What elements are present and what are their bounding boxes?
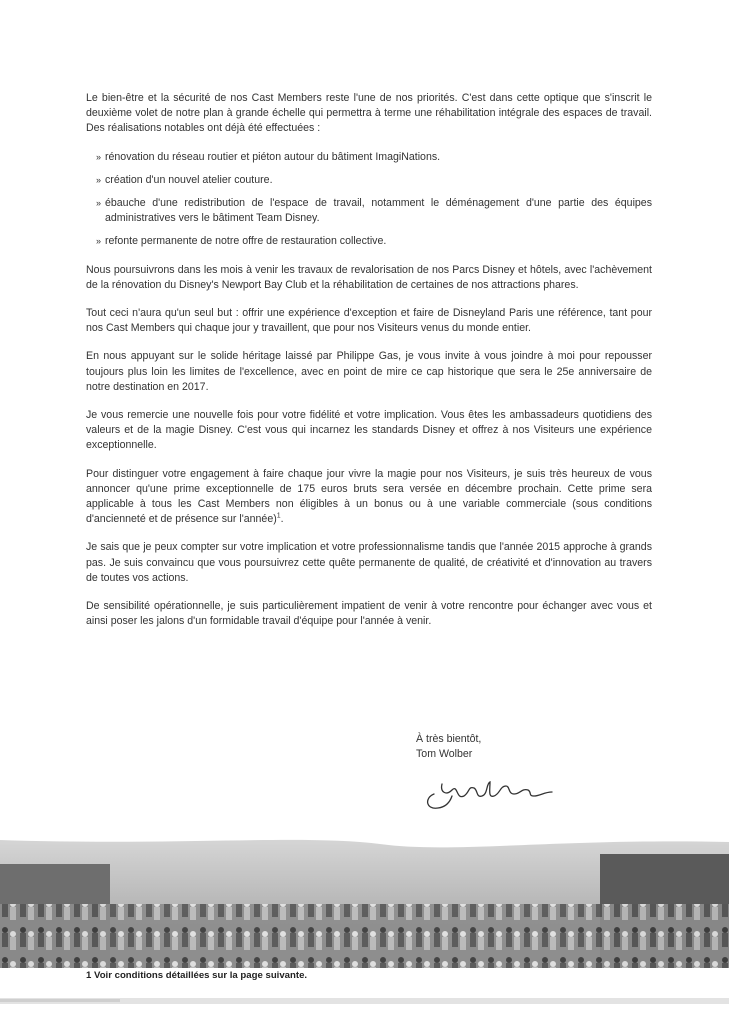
list-item-text: refonte permanente de notre offre de restauration collective. xyxy=(105,235,387,248)
paragraph-wellbeing: Le bien-être et la sécurité de nos Cast Members reste l'une de nos priorités. C'est dans cette optique que s'inscrit le deuxième volet de notre plan à grande échelle qui permettra à terme une réhabilitation intégrale des espaces de travail. Des réalisations notables ont déjà été effectuées : xyxy=(86,92,652,135)
letter-body xyxy=(86,91,652,642)
list-item xyxy=(96,234,652,249)
list-item-text: création d'un nouvel atelier couture. xyxy=(105,173,273,186)
list-item xyxy=(96,196,652,226)
paragraph-thanks: Je vous remercie une nouvelle fois pour votre fidélité et votre implication. Vous êtes les ambassadeurs quotidiens des valeurs et de la magie Disney. C'est vous qui incarnez les standards Disney et offrez à nos Visiteurs une expérience exceptionnelle. xyxy=(86,409,652,452)
bullet-mark: » xyxy=(96,151,102,162)
footnote: 1 Voir conditions détaillées sur la page suivante. xyxy=(86,970,308,981)
paragraph-heritage: En nous appuyant sur le solide héritage laissé par Philippe Gas, je vous invite à vous joindre à moi pour repousser toujours plus loin les limites de l'excellence, avec en point de mire ce cap historique que sera le 25e anniversaire de notre destination en 2017. xyxy=(86,350,652,393)
bullet-mark: » xyxy=(96,198,102,209)
paragraph-bonus-text: Pour distinguer votre engagement à faire chaque jour vivre la magie pour nos Visiteurs, je suis très heureux de vous annoncer qu'une prime exceptionnelle de 175 euros bruts sera versée en décembre prochain. Cette prime sera applicable à tous les Cast Members non éligibles à un bonus ou à une variable commerciale (sous conditions d'ancienneté et de présence sur l'année) xyxy=(86,467,652,526)
paragraph-goal: Tout ceci n'aura qu'un seul but : offrir une expérience d'exception et faire de Disneyland Paris une référence, tant pour nos Cast Members qui chaque jour y travaillent, que pour nos Visiteurs venus du monde entier. xyxy=(86,307,652,335)
paragraph-meeting: De sensibilité opérationnelle, je suis particulièrement impatient de venir à votre rencontre pour échanger avec vous et ainsi poser les jalons d'un formidable travail d'équipe pour l'année à venir. xyxy=(86,600,652,628)
signature xyxy=(420,772,570,816)
list-item-text: ébauche d'une redistribution de l'espace de travail, notamment le déménagement d'une partie des équipes administratives vers le bâtiment Team Disney. xyxy=(105,197,652,225)
bullet-mark: » xyxy=(96,174,102,185)
achievements-list xyxy=(96,150,652,250)
signatory-name: Tom Wolber xyxy=(416,748,473,760)
bullet-mark: » xyxy=(96,236,102,247)
salutation: À très bientôt, xyxy=(416,733,482,745)
bottom-decorative-band xyxy=(0,996,729,1006)
list-item-text: rénovation du réseau routier et piéton autour du bâtiment ImagiNations. xyxy=(105,150,441,163)
list-item xyxy=(96,173,652,188)
paragraph-future: Je sais que je peux compter sur votre implication et votre professionnalisme tandis que l'année 2015 approche à grands pas. Je suis convaincu que vous poursuivrez cette quête permanente de qualité, de créativité et d'innovation au travers de toutes vos actions. xyxy=(86,541,652,584)
footnote-reference: 1 xyxy=(276,512,281,520)
list-item xyxy=(96,150,652,165)
park-crowd-photo xyxy=(0,834,729,968)
paragraph-renovation: Nous poursuivrons dans les mois à venir les travaux de revalorisation de nos Parcs Disney et hôtels, avec l'achèvement de la rénovation du Disney's Newport Bay Club et la réhabilitation de certaines de nos attractions phares. xyxy=(86,263,652,291)
paragraph-bonus: Pour distinguer votre engagement à faire chaque jour vivre la magie pour nos Visiteurs, je suis très heureux de vous annoncer qu'une prime exceptionnelle de 175 euros bruts sera versée en décembre prochain. Cette prime sera applicable à tous les Cast Members non éligibles à un bonus ou à une variable commerciale (sous conditions d'ancienneté et de présence sur l'année)$^1$. xyxy=(86,467,652,526)
closing-block xyxy=(416,732,481,762)
